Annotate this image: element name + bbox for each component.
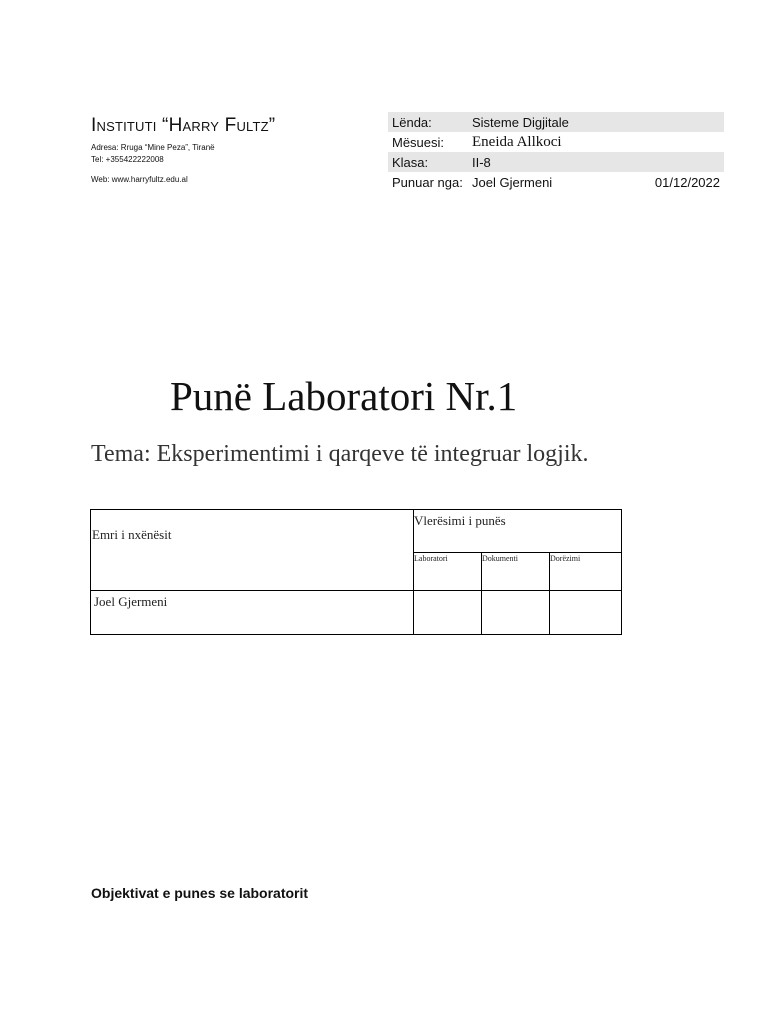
info-row-class — [388, 152, 724, 172]
name-header-label: Emri i nxënësit — [92, 527, 172, 542]
date-value: 01/12/2022 — [654, 174, 720, 190]
objectives-heading: Objektivat e punes se laboratorit — [91, 885, 309, 901]
student-name-cell — [90, 590, 414, 635]
page-subtitle: Tema: Eksperimentimi i qarqeve të integruar logjik. — [91, 441, 589, 467]
teacher-value: Eneida Allkoci — [472, 133, 562, 150]
document-header-cell — [481, 552, 550, 591]
class-label: Klasa: — [388, 152, 468, 172]
evaluation-table — [90, 509, 622, 635]
document-grade-cell — [481, 590, 550, 635]
laboratory-grade-cell — [413, 590, 482, 635]
author-label: Punuar nga: — [392, 174, 463, 190]
institute-web: Web: www.harryfultz.edu.al — [91, 175, 188, 184]
delivery-grade-cell — [549, 590, 622, 635]
student-name: Joel Gjermeni — [94, 594, 168, 609]
info-table — [388, 112, 724, 192]
info-row-teacher — [388, 132, 724, 152]
institute-name: Instituti “Harry Fultz” — [91, 115, 276, 136]
evaluation-header-cell — [413, 509, 622, 553]
institute-phone: Tel: +355422222008 — [91, 155, 164, 164]
delivery-header-label: Dorëzimi — [550, 554, 581, 563]
institute-address: Adresa: Rruga “Mine Peza”, Tiranë — [91, 143, 215, 152]
info-row-subject — [388, 112, 724, 132]
laboratory-header-label: Laboratori — [414, 554, 448, 563]
class-value: II-8 — [468, 152, 724, 172]
teacher-label: Mësuesi: — [392, 134, 445, 150]
author-value: Joel Gjermeni — [472, 174, 553, 190]
subject-value: Sisteme Digjitale — [468, 112, 724, 132]
info-row-author — [388, 172, 724, 192]
name-header-cell — [90, 509, 414, 591]
subject-label: Lënda: — [388, 112, 468, 132]
laboratory-header-cell — [413, 552, 482, 591]
delivery-header-cell — [549, 552, 622, 591]
evaluation-header-label: Vlerësimi i punës — [414, 513, 506, 528]
document-header-label: Dokumenti — [482, 554, 518, 563]
page-title: Punë Laboratori Nr.1 — [170, 373, 518, 419]
